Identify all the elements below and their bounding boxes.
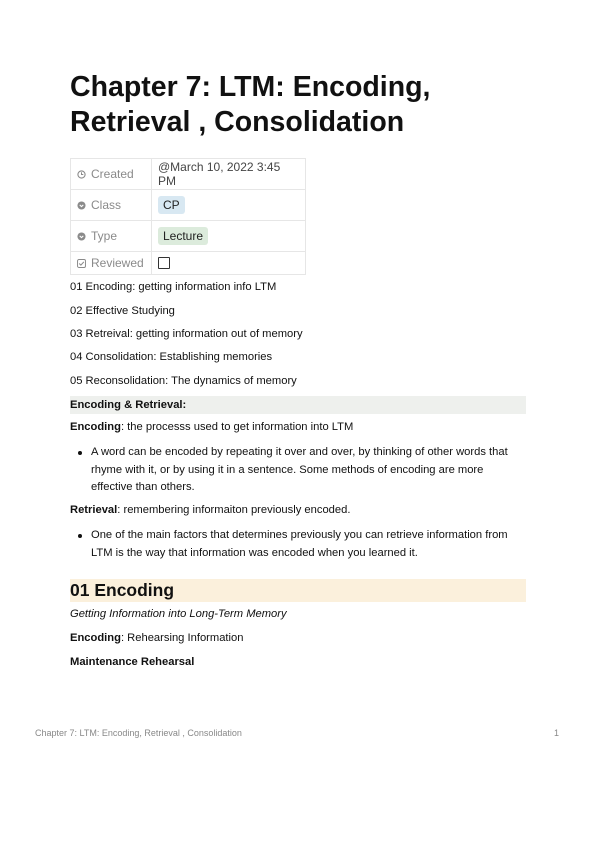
property-type: [71, 221, 306, 252]
class-label: Class: [91, 198, 122, 212]
property-reviewed: [71, 252, 306, 275]
reviewed-label: Reviewed: [91, 256, 144, 270]
section-heading-01-encoding: 01 Encoding: [70, 579, 526, 602]
outline-item: 03 Retreival: getting information out of memory: [70, 328, 303, 340]
type-tag[interactable]: Lecture: [158, 227, 208, 245]
outline-item: 02 Effective Studying: [70, 305, 175, 317]
outline-item: 05 Reconsolidation: The dynamics of memory: [70, 375, 297, 387]
class-tag[interactable]: CP: [158, 196, 185, 214]
checkbox-icon: [77, 259, 86, 268]
maintenance-rehearsal-heading: Maintenance Rehearsal: [70, 656, 195, 668]
select-icon: [77, 201, 86, 210]
clock-icon: [77, 170, 86, 179]
page-title: Chapter 7: LTM: Encoding, Retrieval , Consolidation: [70, 71, 431, 138]
retrieval-term: Retrieval: [70, 504, 118, 516]
page-number: 1: [554, 728, 560, 738]
reviewed-checkbox[interactable]: [158, 257, 170, 269]
outline-item: 04 Consolidation: Establishing memories: [70, 351, 273, 363]
property-created: [71, 159, 306, 190]
footer-title: Chapter 7: LTM: Encoding, Retrieval , Consolidation: [35, 728, 242, 738]
encoding-definition: Encoding: the processs used to get information into LTM: [70, 421, 354, 433]
outline-item: 01 Encoding: getting information info LTM: [70, 281, 277, 293]
encoding-term: Encoding: [70, 632, 121, 644]
property-class: [71, 190, 306, 221]
bullet-dot: [78, 451, 82, 455]
bullet-dot: [78, 534, 82, 538]
section-heading-encoding-retrieval: Encoding & Retrieval:: [70, 396, 526, 414]
created-label: Created: [91, 167, 134, 181]
list-item: A word can be encoded by repeating it over and over, by thinking of other words that rhyme with it, or by using it in a sentence. Some methods of encoding are more effective than others.: [70, 444, 526, 497]
section-subtitle: Getting Information into Long-Term Memory: [70, 608, 287, 620]
encoding-term: Encoding: [70, 421, 121, 433]
select-icon: [77, 232, 86, 241]
retrieval-definition: Retrieval: remembering informaiton previously encoded.: [70, 504, 351, 516]
type-label: Type: [91, 229, 118, 243]
encoding-rehearsing: Encoding: Rehearsing Information: [70, 632, 244, 644]
created-value: @March 10, 2022 3:45 PM: [152, 159, 306, 190]
list-item: One of the main factors that determines previously you can retrieve information from LTM is the way that information was encoded when you learned it.: [70, 527, 526, 562]
properties-table: [70, 158, 306, 275]
